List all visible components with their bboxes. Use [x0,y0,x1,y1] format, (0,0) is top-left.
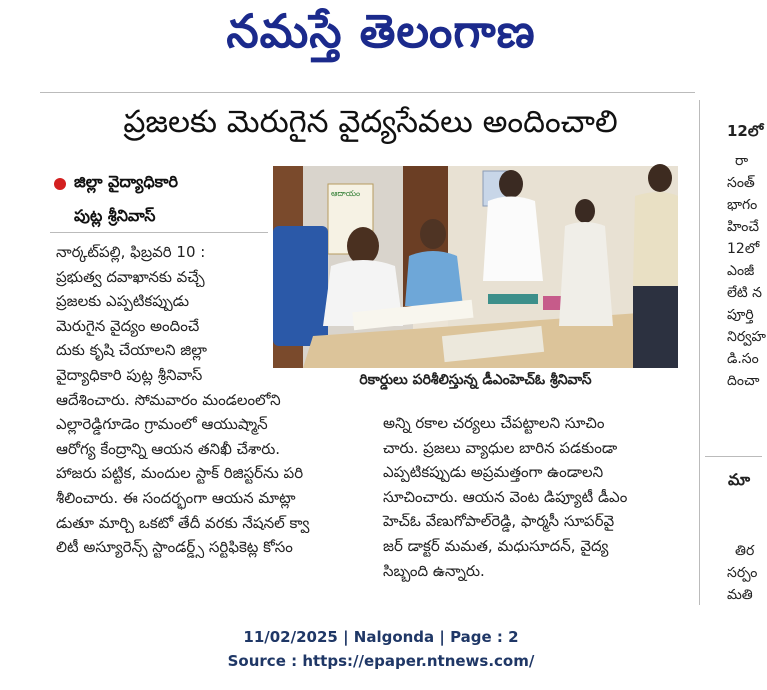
text-line: నార్కట్‌పల్లి, ఫిబ్రవరి 10 : [56,243,206,261]
text-line: సిబ్బంది ఉన్నారు. [383,561,485,580]
text-line: ప్రజలకు ఎప్పటికప్పుడు [56,292,190,311]
footer-dateline: 11/02/2025 | Nalgonda | Page : 2 [243,628,519,646]
text-line: చారు. ప్రజలు వ్యాధుల బారిన పడకుండా [383,438,618,457]
text-line: హాజరు పట్టిక, మందుల స్టాక్ రిజిస్టర్‌ను పరి [56,464,304,483]
text-line: రా [735,153,749,169]
text-line: ఎల్లారెడ్డిగూడెం గ్రామంలో ఆయుష్మాన్ [56,415,268,434]
text-line: ఆదేశించారు. సోమవారం మండలంలోని [56,390,281,409]
text-line: దించా [727,373,760,389]
article-column-2 [383,411,681,583]
text-line: దుకు కృషి చేయాలని జిల్లా [56,341,207,360]
adjacent-article-title: 12లో [727,122,764,140]
byline-divider [50,232,268,233]
text-line: ఎంజీ [727,263,755,279]
article-kicker: జిల్లా వైద్యాధికారి [74,172,179,191]
text-line: అన్ని రకాల చర్యలు చేపట్టాలని సూచిం [383,414,605,432]
adjacent-article-text-2 [707,540,767,606]
text-line: హెచ్‌ఓ వేణుగోపాల్‌రెడ్డి, ఫార్మసీ సూపర్‌వై [383,512,615,531]
text-line: ప్రభుత్వ దవాఖానకు వచ్చే [56,267,205,286]
text-line: లేటి న [727,285,763,301]
text-line: వైద్యాధికారి పుట్ల శ్రీనివాస్ [56,365,203,384]
adjacent-divider [705,456,762,457]
article-byline: పుట్ల శ్రీనివాస్ [74,206,156,225]
text-line: ఎప్పటికప్పుడు అప్రమత్తంగా ఉండాలని [383,463,604,482]
text-line: పూర్తి [727,307,754,323]
text-line: భాగం [727,197,758,213]
photo-illustration [273,166,678,368]
text-line: ఆరోగ్య కేంద్రాన్ని ఆయన తనిఖీ చేశారు. [56,439,281,458]
text-line: లిటీ అస్యూరెన్స్ స్టాండర్డ్స్ సర్టిఫికెట్ల కోసం [56,538,293,557]
text-line: మెరుగైన వైద్యం అందించే [56,316,200,335]
text-line: డి.సం [727,351,759,367]
text-line: మతి [727,587,753,603]
text-line: సూచించారు. ఆయన వెంట డిప్యూటీ డీఎం [383,487,628,506]
text-line: 12లో [727,241,760,257]
bullet-icon [54,178,66,190]
text-line: జర్ డాక్టర్ మమత, మధుసూదన్, వైద్య [383,536,609,555]
text-line: సంత్ [727,175,755,191]
column-divider [699,100,700,605]
text-line: నిర్వహ [727,329,767,345]
adjacent-article-text [707,150,767,392]
photo-caption: రికార్డులు పరిశీలిస్తున్న డీఎంహెచ్‌ఓ శ్రీనివాస్ [359,372,592,388]
masthead: నమస్తే తెలంగాణ [226,4,536,58]
adjacent-article-title-2: మా [728,470,751,489]
text-line: సర్పం [727,565,758,581]
article-column-1 [56,240,310,560]
text-line: హించే [727,219,760,235]
masthead-divider [40,92,695,93]
photo-sign: ఆదాయం [331,189,361,198]
text-line: డుతూ మార్చి ఒకటో తేదీ వరకు నేషనల్ క్వా [56,513,310,532]
article-headline: ప్రజలకు మెరుగైన వైద్యసేవలు అందించాలి [123,104,618,140]
article-photo [273,166,678,368]
text-line: శీలించారు. ఈ సందర్భంగా ఆయన మాట్లా [56,488,296,507]
text-line: తిర [735,543,755,559]
footer-source: Source : https://epaper.ntnews.com/ [227,652,535,670]
